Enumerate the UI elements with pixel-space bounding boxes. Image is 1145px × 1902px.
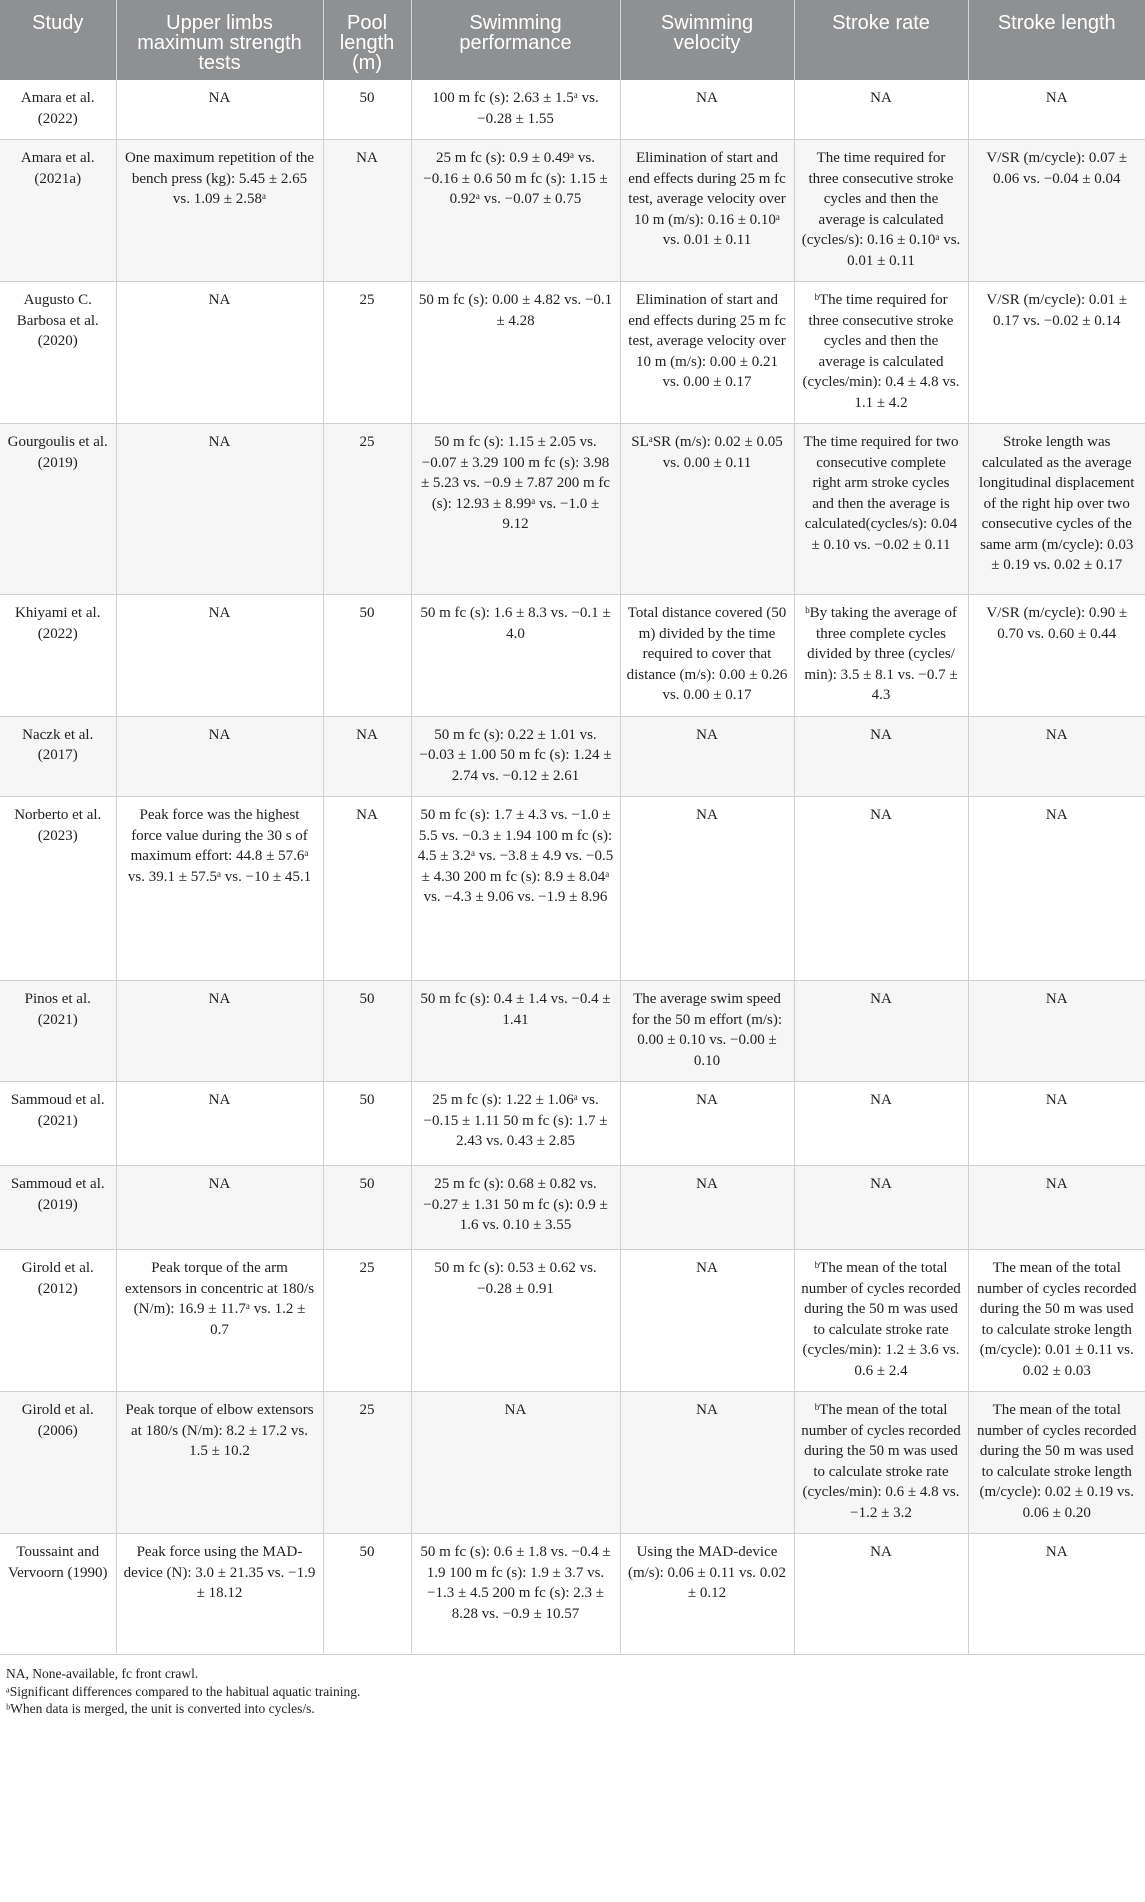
header-stroke-rate: Stroke rate (794, 0, 968, 80)
cell-strength-test: NA (116, 595, 323, 717)
table-header-row (0, 0, 1145, 80)
table-row (0, 80, 1145, 140)
cell-stroke-length: NA (968, 716, 1145, 797)
cell-swimming-performance: 50 m fc (s): 1.6 ± 8.3 vs. −0.1 ± 4.0 (411, 595, 620, 717)
cell-swimming-performance: 100 m fc (s): 2.63 ± 1.5ᵃ vs. −0.28 ± 1.55 (411, 80, 620, 140)
table-row (0, 797, 1145, 981)
cell-stroke-length: Stroke length was calculated as the average longitudinal displacement of the right hip over two consecutive cycles of the same arm (m/cycle): 0.03 ± 0.19 vs. 0.02 ± 0.17 (968, 424, 1145, 595)
header-strength-tests: Upper limbs maximum strength tests (116, 0, 323, 80)
table-row (0, 1166, 1145, 1250)
cell-pool-length: 25 (323, 1392, 411, 1534)
cell-study: Sammoud et al. (2019) (0, 1166, 116, 1250)
cell-pool-length: 50 (323, 80, 411, 140)
cell-stroke-length: NA (968, 80, 1145, 140)
cell-study: Norberto et al. (2023) (0, 797, 116, 981)
footnote-abbreviations: NA, None-available, fc front crawl. (6, 1666, 199, 1681)
cell-swimming-performance: 50 m fc (s): 1.15 ± 2.05 vs. −0.07 ± 3.29 100 m fc (s): 3.98 ± 5.23 vs. −0.9 ± 7.87 200 m fc (s): 12.93 ± 8.99ᵃ vs. −1.0 ± 9.12 (411, 424, 620, 595)
header-stroke-length: Stroke length (968, 0, 1145, 80)
cell-stroke-length: NA (968, 797, 1145, 981)
cell-study: Naczk et al. (2017) (0, 716, 116, 797)
cell-stroke-rate: The time required for two consecutive complete right arm stroke cycles and then the average is calculated(cycles/s): 0.04 ± 0.10 vs. −0.02 ± 0.11 (794, 424, 968, 595)
footnote-significance: ᵃSignificant differences compared to the habitual aquatic training. (6, 1683, 361, 1699)
cell-pool-length: 50 (323, 595, 411, 717)
cell-pool-length: 50 (323, 1082, 411, 1166)
cell-stroke-length: NA (968, 981, 1145, 1082)
cell-swimming-performance: 50 m fc (s): 0.00 ± 4.82 vs. −0.1 ± 4.28 (411, 282, 620, 424)
table-row (0, 1534, 1145, 1655)
cell-swimming-performance: 50 m fc (s): 0.6 ± 1.8 vs. −0.4 ± 1.9 100 m fc (s): 1.9 ± 3.7 vs. −1.3 ± 4.5 200 m fc (s): 2.3 ± 8.28 vs. −0.9 ± 10.57 (411, 1534, 620, 1655)
cell-stroke-rate: NA (794, 716, 968, 797)
footnote-unit-conversion: ᵇWhen data is merged, the unit is converted into cycles/s. (6, 1701, 315, 1716)
cell-strength-test: Peak torque of elbow extensors at 180/s (N/m): 8.2 ± 17.2 vs. 1.5 ± 10.2 (116, 1392, 323, 1534)
cell-study: Khiyami et al. (2022) (0, 595, 116, 717)
cell-pool-length: 25 (323, 424, 411, 595)
table-row (0, 140, 1145, 282)
cell-pool-length: 50 (323, 981, 411, 1082)
cell-study: Girold et al. (2012) (0, 1250, 116, 1392)
cell-swimming-velocity: The average swim speed for the 50 m effort (m/s): 0.00 ± 0.10 vs. −0.00 ± 0.10 (620, 981, 794, 1082)
cell-strength-test: NA (116, 1082, 323, 1166)
cell-strength-test: NA (116, 1166, 323, 1250)
table-footnotes (0, 1655, 1145, 1718)
cell-strength-test: NA (116, 424, 323, 595)
cell-swimming-velocity: NA (620, 80, 794, 140)
table-row (0, 716, 1145, 797)
cell-swimming-performance: 50 m fc (s): 0.22 ± 1.01 vs. −0.03 ± 1.00 50 m fc (s): 1.24 ± 2.74 vs. −0.12 ± 2.61 (411, 716, 620, 797)
cell-study: Augusto C. Barbosa et al. (2020) (0, 282, 116, 424)
cell-pool-length: 50 (323, 1166, 411, 1250)
cell-swimming-performance: 50 m fc (s): 1.7 ± 4.3 vs. −1.0 ± 5.5 vs. −0.3 ± 1.94 100 m fc (s): 4.5 ± 3.2ᵃ vs. −3.8 ± 4.9 vs. −0.5 ± 4.30 200 m fc (s): 8.9 ± 8.04ᵃ vs. −4.3 ± 9.06 vs. −1.9 ± 8.96 (411, 797, 620, 981)
cell-stroke-rate: ᵇBy taking the average of three complete cycles divided by three (cycles/ min): 3.5 ± 8.1 vs. −0.7 ± 4.3 (794, 595, 968, 717)
cell-swimming-velocity: NA (620, 1250, 794, 1392)
cell-stroke-length: NA (968, 1082, 1145, 1166)
cell-swimming-velocity: Total distance covered (50 m) divided by the time required to cover that distance (m/s): 0.00 ± 0.26 vs. 0.00 ± 0.17 (620, 595, 794, 717)
cell-stroke-rate: ᵇThe time required for three consecutive stroke cycles and then the average is calculated (cycles/min): 0.4 ± 4.8 vs. 1.1 ± 4.2 (794, 282, 968, 424)
cell-study: Girold et al. (2006) (0, 1392, 116, 1534)
cell-pool-length: NA (323, 716, 411, 797)
cell-study: Amara et al. (2021a) (0, 140, 116, 282)
cell-swimming-velocity: SLᵃSR (m/s): 0.02 ± 0.05 vs. 0.00 ± 0.11 (620, 424, 794, 595)
cell-stroke-rate: ᵇThe mean of the total number of cycles recorded during the 50 m was used to calculate stroke rate (cycles/min): 0.6 ± 4.8 vs. −1.2 ± 3.2 (794, 1392, 968, 1534)
cell-stroke-rate: NA (794, 1082, 968, 1166)
cell-swimming-velocity: NA (620, 1082, 794, 1166)
cell-stroke-length: V/SR (m/cycle): 0.90 ± 0.70 vs. 0.60 ± 0.44 (968, 595, 1145, 717)
cell-swimming-velocity: NA (620, 1166, 794, 1250)
cell-strength-test: NA (116, 981, 323, 1082)
cell-stroke-rate: NA (794, 1166, 968, 1250)
table-row (0, 282, 1145, 424)
cell-stroke-length: The mean of the total number of cycles recorded during the 50 m was used to calculate stroke length (m/cycle): 0.01 ± 0.11 vs. 0.02 ± 0.03 (968, 1250, 1145, 1392)
cell-pool-length: NA (323, 797, 411, 981)
cell-strength-test: Peak force using the MAD-device (N): 3.0 ± 21.35 vs. −1.9 ± 18.12 (116, 1534, 323, 1655)
cell-swimming-performance: 50 m fc (s): 0.53 ± 0.62 vs. −0.28 ± 0.91 (411, 1250, 620, 1392)
table-row (0, 424, 1145, 595)
cell-swimming-velocity: Elimination of start and end effects during 25 m fc test, average velocity over 10 m (m/s): 0.00 ± 0.21 vs. 0.00 ± 0.17 (620, 282, 794, 424)
cell-strength-test: Peak torque of the arm extensors in concentric at 180/s (N/m): 16.9 ± 11.7ᵃ vs. 1.2 ± 0.7 (116, 1250, 323, 1392)
cell-pool-length: 25 (323, 282, 411, 424)
cell-study: Toussaint and Vervoorn (1990) (0, 1534, 116, 1655)
cell-stroke-length: V/SR (m/cycle): 0.07 ± 0.06 vs. −0.04 ± 0.04 (968, 140, 1145, 282)
cell-swimming-velocity: Using the MAD-device (m/s): 0.06 ± 0.11 vs. 0.02 ± 0.12 (620, 1534, 794, 1655)
cell-pool-length: NA (323, 140, 411, 282)
cell-study: Sammoud et al. (2021) (0, 1082, 116, 1166)
table-row (0, 1392, 1145, 1534)
cell-study: Gourgoulis et al. (2019) (0, 424, 116, 595)
cell-swimming-velocity: NA (620, 1392, 794, 1534)
header-pool-length: Pool length (m) (323, 0, 411, 80)
cell-swimming-performance: 25 m fc (s): 0.68 ± 0.82 vs. −0.27 ± 1.31 50 m fc (s): 0.9 ± 1.6 vs. 0.10 ± 3.55 (411, 1166, 620, 1250)
cell-stroke-length: The mean of the total number of cycles recorded during the 50 m was used to calculate stroke length (m/cycle): 0.02 ± 0.19 vs. 0.06 ± 0.20 (968, 1392, 1145, 1534)
table-row (0, 1082, 1145, 1166)
cell-stroke-length: NA (968, 1534, 1145, 1655)
table-row (0, 595, 1145, 717)
table-row (0, 1250, 1145, 1392)
cell-stroke-length: V/SR (m/cycle): 0.01 ± 0.17 vs. −0.02 ± 0.14 (968, 282, 1145, 424)
cell-study: Amara et al. (2022) (0, 80, 116, 140)
cell-swimming-velocity: NA (620, 716, 794, 797)
cell-swimming-performance: NA (411, 1392, 620, 1534)
cell-stroke-rate: ᵇThe mean of the total number of cycles recorded during the 50 m was used to calculate stroke rate (cycles/min): 1.2 ± 3.6 vs. 0.6 ± 2.4 (794, 1250, 968, 1392)
table-row (0, 981, 1145, 1082)
cell-stroke-rate: NA (794, 1534, 968, 1655)
cell-strength-test: One maximum repetition of the bench press (kg): 5.45 ± 2.65 vs. 1.09 ± 2.58ᵃ (116, 140, 323, 282)
cell-swimming-performance: 25 m fc (s): 1.22 ± 1.06ᵃ vs. −0.15 ± 1.11 50 m fc (s): 1.7 ± 2.43 vs. 0.43 ± 2.85 (411, 1082, 620, 1166)
cell-stroke-rate: NA (794, 80, 968, 140)
header-study: Study (0, 0, 116, 80)
cell-swimming-performance: 25 m fc (s): 0.9 ± 0.49ᵃ vs. −0.16 ± 0.6 50 m fc (s): 1.15 ± 0.92ᵃ vs. −0.07 ± 0.75 (411, 140, 620, 282)
cell-pool-length: 25 (323, 1250, 411, 1392)
cell-strength-test: NA (116, 716, 323, 797)
cell-stroke-rate: The time required for three consecutive stroke cycles and then the average is calculated (cycles/s): 0.16 ± 0.10ᵃ vs. 0.01 ± 0.11 (794, 140, 968, 282)
cell-stroke-length: NA (968, 1166, 1145, 1250)
header-swimming-velocity: Swimming velocity (620, 0, 794, 80)
cell-swimming-velocity: NA (620, 797, 794, 981)
cell-strength-test: NA (116, 282, 323, 424)
cell-study: Pinos et al. (2021) (0, 981, 116, 1082)
cell-pool-length: 50 (323, 1534, 411, 1655)
cell-strength-test: NA (116, 80, 323, 140)
cell-strength-test: Peak force was the highest force value during the 30 s of maximum effort: 44.8 ± 57.6ᵃ vs. 39.1 ± 57.5ᵃ vs. −10 ± 45.1 (116, 797, 323, 981)
cell-stroke-rate: NA (794, 981, 968, 1082)
table-body (0, 80, 1145, 1655)
cell-swimming-velocity: Elimination of start and end effects during 25 m fc test, average velocity over 10 m (m/s): 0.16 ± 0.10ᵃ vs. 0.01 ± 0.11 (620, 140, 794, 282)
header-swimming-performance: Swimming performance (411, 0, 620, 80)
cell-swimming-performance: 50 m fc (s): 0.4 ± 1.4 vs. −0.4 ± 1.41 (411, 981, 620, 1082)
cell-stroke-rate: NA (794, 797, 968, 981)
